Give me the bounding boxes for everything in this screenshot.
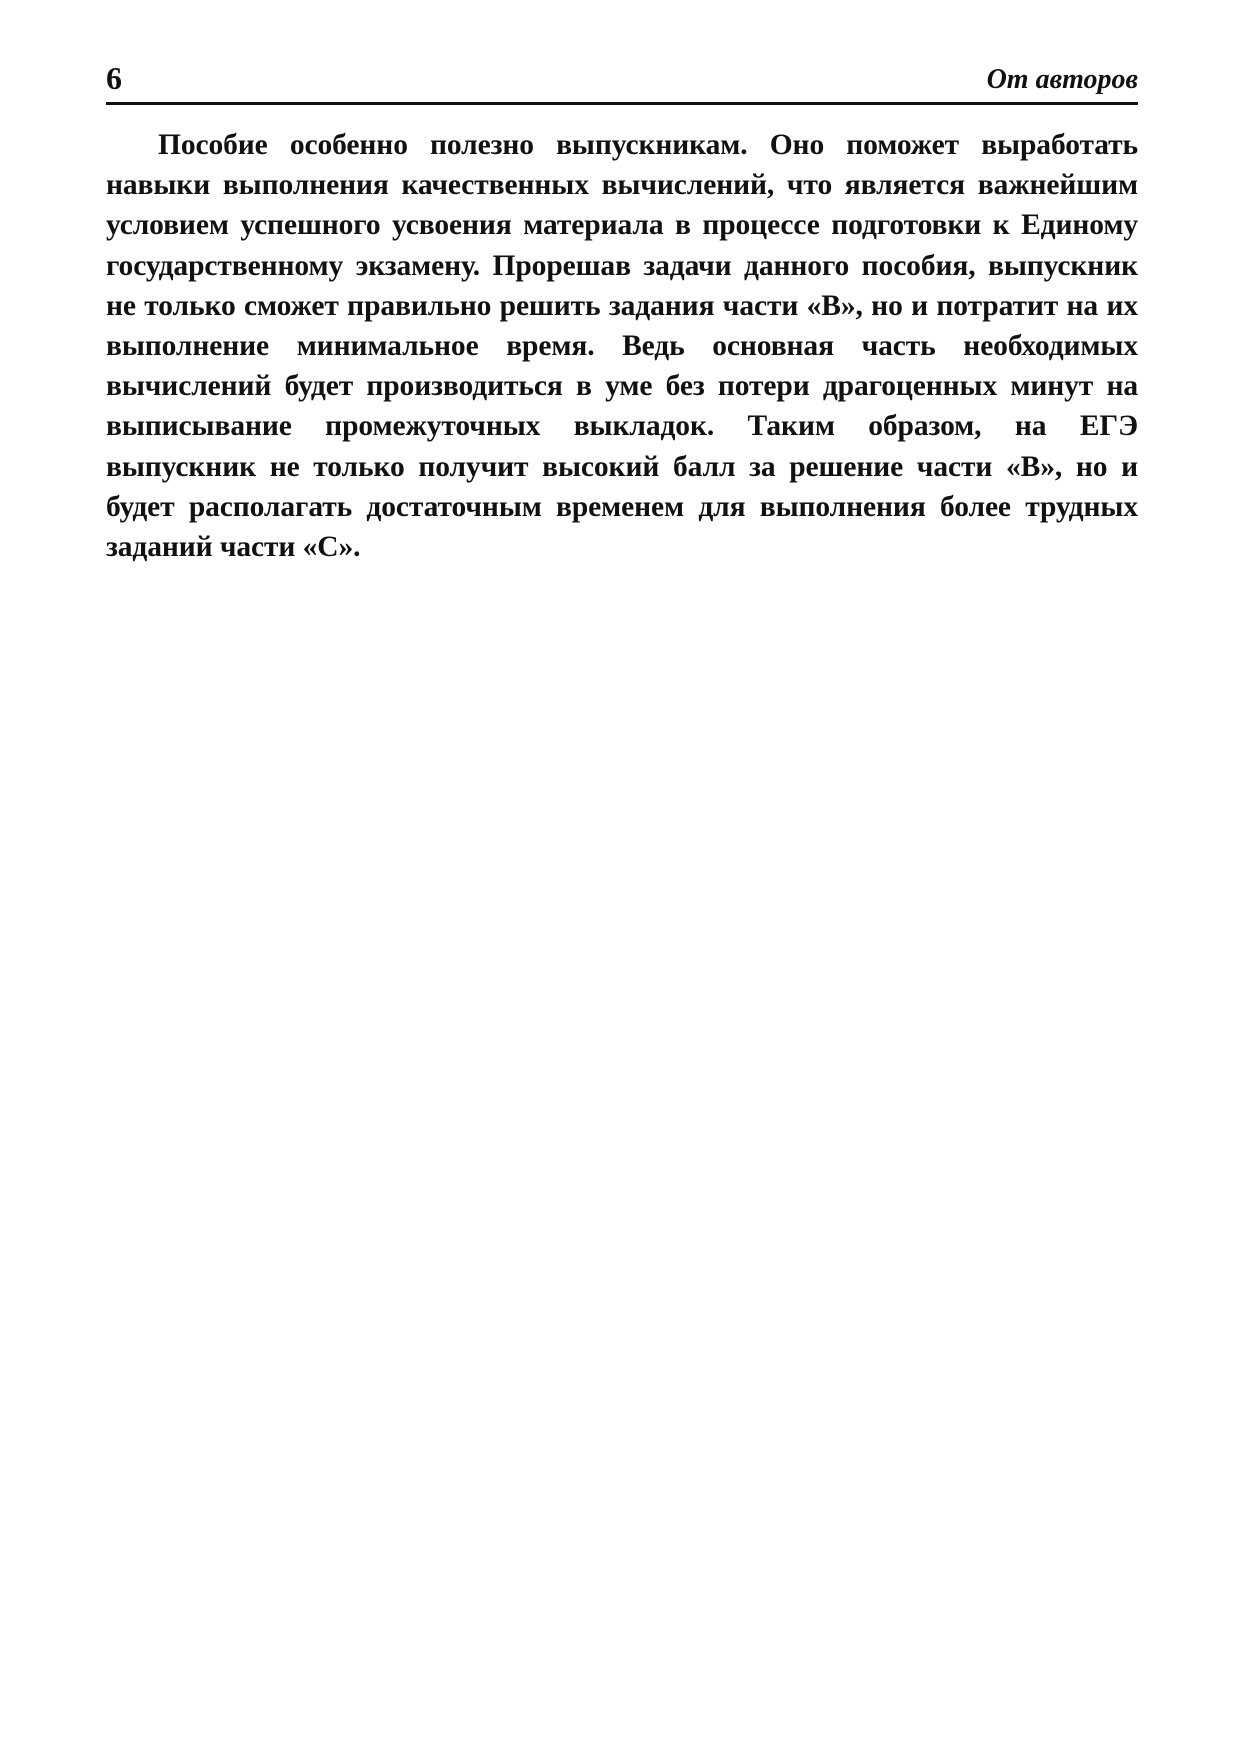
section-title: От авторов (986, 64, 1138, 95)
body-paragraph: Пособие особенно полезно выпускникам. Оно поможет выработать навыки выполнения качественных вычислений, что является важнейшим условием успешного усвоения материала в процессе подготовки к Единому государственному экзамену. Прорешав задачи данного пособия, выпускник не только сможет правильно решить задания части «В», но и потратит на их выполнение минимальное время. Ведь основная часть необходимых вычислений будет производиться в уме без потери драгоценных минут на выписывание промежуточных выкладок. Таким образом, на ЕГЭ выпускник не только получит высокий балл за решение части «В», но и будет располагать достаточным временем для выполнения более трудных заданий части «С». (106, 129, 1138, 564)
running-header (106, 58, 1138, 105)
page-number: 6 (106, 60, 122, 96)
